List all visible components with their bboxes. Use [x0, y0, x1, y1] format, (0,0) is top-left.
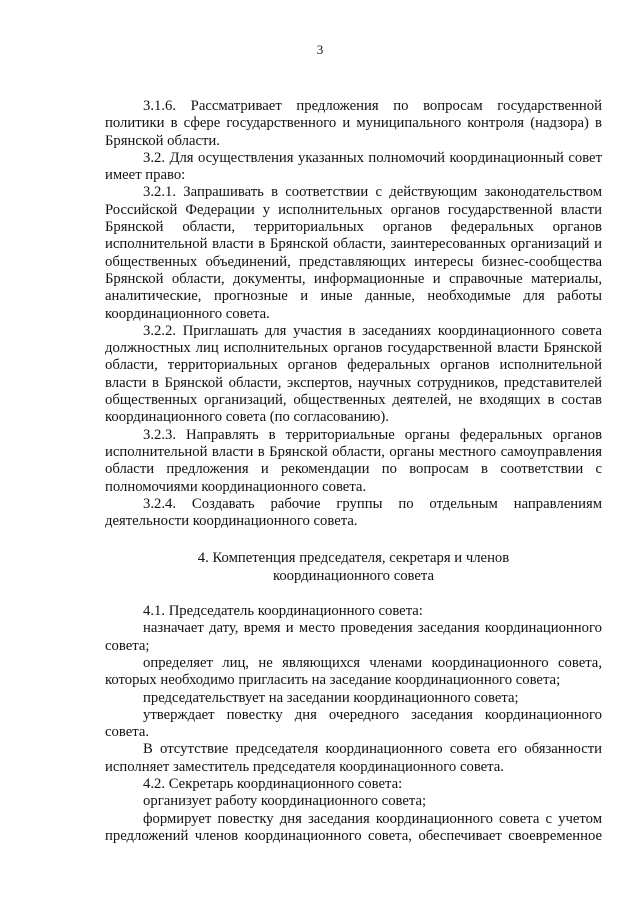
- paragraph-4-1: 4.1. Председатель координационного совета:: [143, 603, 423, 620]
- paragraph-chair-absence: В отсутствие председателя координационного совета его обязанности исполняет заместитель председателя координационного совета.: [105, 741, 602, 775]
- section-heading-line-1: 4. Компетенция председателя, секретаря и членов: [197, 550, 510, 567]
- paragraph-3-2-4: 3.2.4. Создавать рабочие группы по отдельным направлениям деятельности координационного совета.: [105, 495, 602, 530]
- paragraph-chair-duty-1: назначает дату, время и место проведения заседания координационного совета;: [105, 620, 602, 654]
- document-body: [105, 98, 602, 845]
- paragraph-3-2-3: 3.2.3. Направлять в территориальные органы федеральных органов исполнительной власти в Брянской области, органы местного самоуправления области предложения и рекомендации по вопросам в соответствии с полномочиями координационного совета.: [105, 426, 602, 495]
- paragraph-chair-duty-3: председательствует на заседании координационного совета;: [143, 689, 519, 706]
- page-number: 3: [316, 42, 324, 57]
- paragraph-3-1-6: 3.1.6. Рассматривает предложения по вопросам государственной политики в сфере государственного и муниципального контроля (надзора) в Брянской области.: [105, 98, 602, 149]
- paragraph-chair-duty-2: определяет лиц, не являющихся членами координационного совета, которых необходимо пригласить на заседание координационного совета;: [105, 654, 602, 689]
- paragraph-3-2-2: 3.2.2. Приглашать для участия в заседаниях координационного совета должностных лиц исполнительных органов государственной власти Брянской области, территориальных органов федеральных органов исполнительной власти в Брянской области, экспертов, научных сотрудников, представителей общественных организаций, общественных деятелей, не входящих в состав координационного совета (по согласованию).: [105, 322, 602, 426]
- paragraph-chair-duty-4: утверждает повестку дня очередного заседания координационного совета.: [105, 706, 602, 741]
- paragraph-3-2: 3.2. Для осуществления указанных полномочий координационный совет имеет право:: [105, 149, 602, 184]
- section-heading: [105, 550, 602, 585]
- paragraph-3-2-1: 3.2.1. Запрашивать в соответствии с действующим законодательством Российской Федерации у исполнительных органов государственной власти Брянской области, территориальных органов федеральных органов исполнительной власти в Брянской области, заинтересованных организаций и общественных объединений, представляющих интересы бизнес-сообщества Брянской области, документы, информационные и справочные материалы, аналитические, прогнозные и иные данные, необходимые для работы координационного совета.: [105, 184, 602, 322]
- paragraph-secretary-duty-1: организует работу координационного совета;: [143, 793, 427, 810]
- section-heading-line-2: координационного совета: [272, 567, 435, 584]
- paragraph-secretary-duty-2: формирует повестку дня заседания координационного совета с учетом предложений членов координационного совета, обеспечивает своевременное: [105, 810, 602, 844]
- paragraph-4-2: 4.2. Секретарь координационного совета:: [143, 775, 403, 792]
